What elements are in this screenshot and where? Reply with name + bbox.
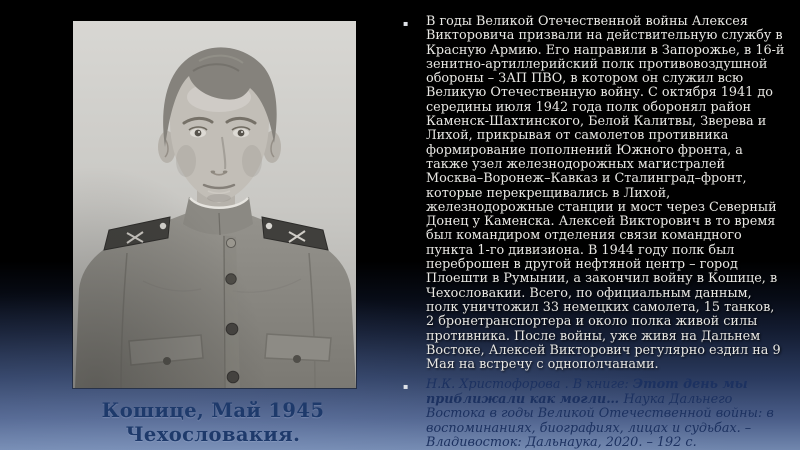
bullet-item-citation [403,378,785,450]
citation-paragraph [426,378,785,450]
photo-caption-line1: Кошице, Май 1945 [101,399,325,422]
portrait-photo [73,21,356,388]
citation-author: Н.К. Христофорова . В книге: [426,377,633,392]
photo-vignette [73,21,356,388]
bullet-marker-icon: ▪ [403,19,409,28]
photo-caption [58,399,368,447]
slide-body [403,14,787,450]
history-paragraph: В годы Великой Отечественной войны Алексея Викторовича призвали на действительную службу в Красную Армию. Его направили в Запорожье, в 16-й зенитно-артиллерийский полк противовоздушной обороны – ЗАП ПВО, в котором он служил всю Великую Отечественную войну. С октября 1941 до середины июля 1942 года полк оборонял район Каменск-Шахтинского, Белой Калитвы, Зверева и Лихой, прикрывая от самолетов противника формирование пополнений Южного фронта, а также узел железнодорожных магистралей Москва–Воронеж–Кавказ и Сталинград–фронт, которые перекрещивались в Лихой, железнодорожные станции и мост через Северный Донец у Каменска. Алексей Викторович в то время был командиром отделения связи командного пункта 1-го дивизиона. В 1944 году полк был переброшен в другой нефтяной центр – город Плоешти в Румынии, а закончил войну в Кошице, в Чехословакии. Всего, по официальным данным, полк уничтожил 33 немецких самолета, 15 танков, 2 бронетранспортера и около полка живой силы противника. После войны, уже живя на Дальнем Востоке, Алексей Викторович регулярно ездил на 9 Мая на встречу с однополчанами. [426,14,785,373]
bullet-item-history [403,15,787,372]
bullet-marker-icon: ▪ [403,382,409,391]
soldier-portrait-svg [73,21,356,388]
photo-caption-line2: Чехословакия. [125,423,301,446]
citation-book-title: Этот день мы приближали как могли… [426,377,748,407]
citation-source: Наука Дальнего Востока в годы Великой Отечественной войны: в воспоминаниях, биографиях, лицах и судьбах. – Владивосток: Дальнаука, 2020. – 192 с. [426,391,774,450]
